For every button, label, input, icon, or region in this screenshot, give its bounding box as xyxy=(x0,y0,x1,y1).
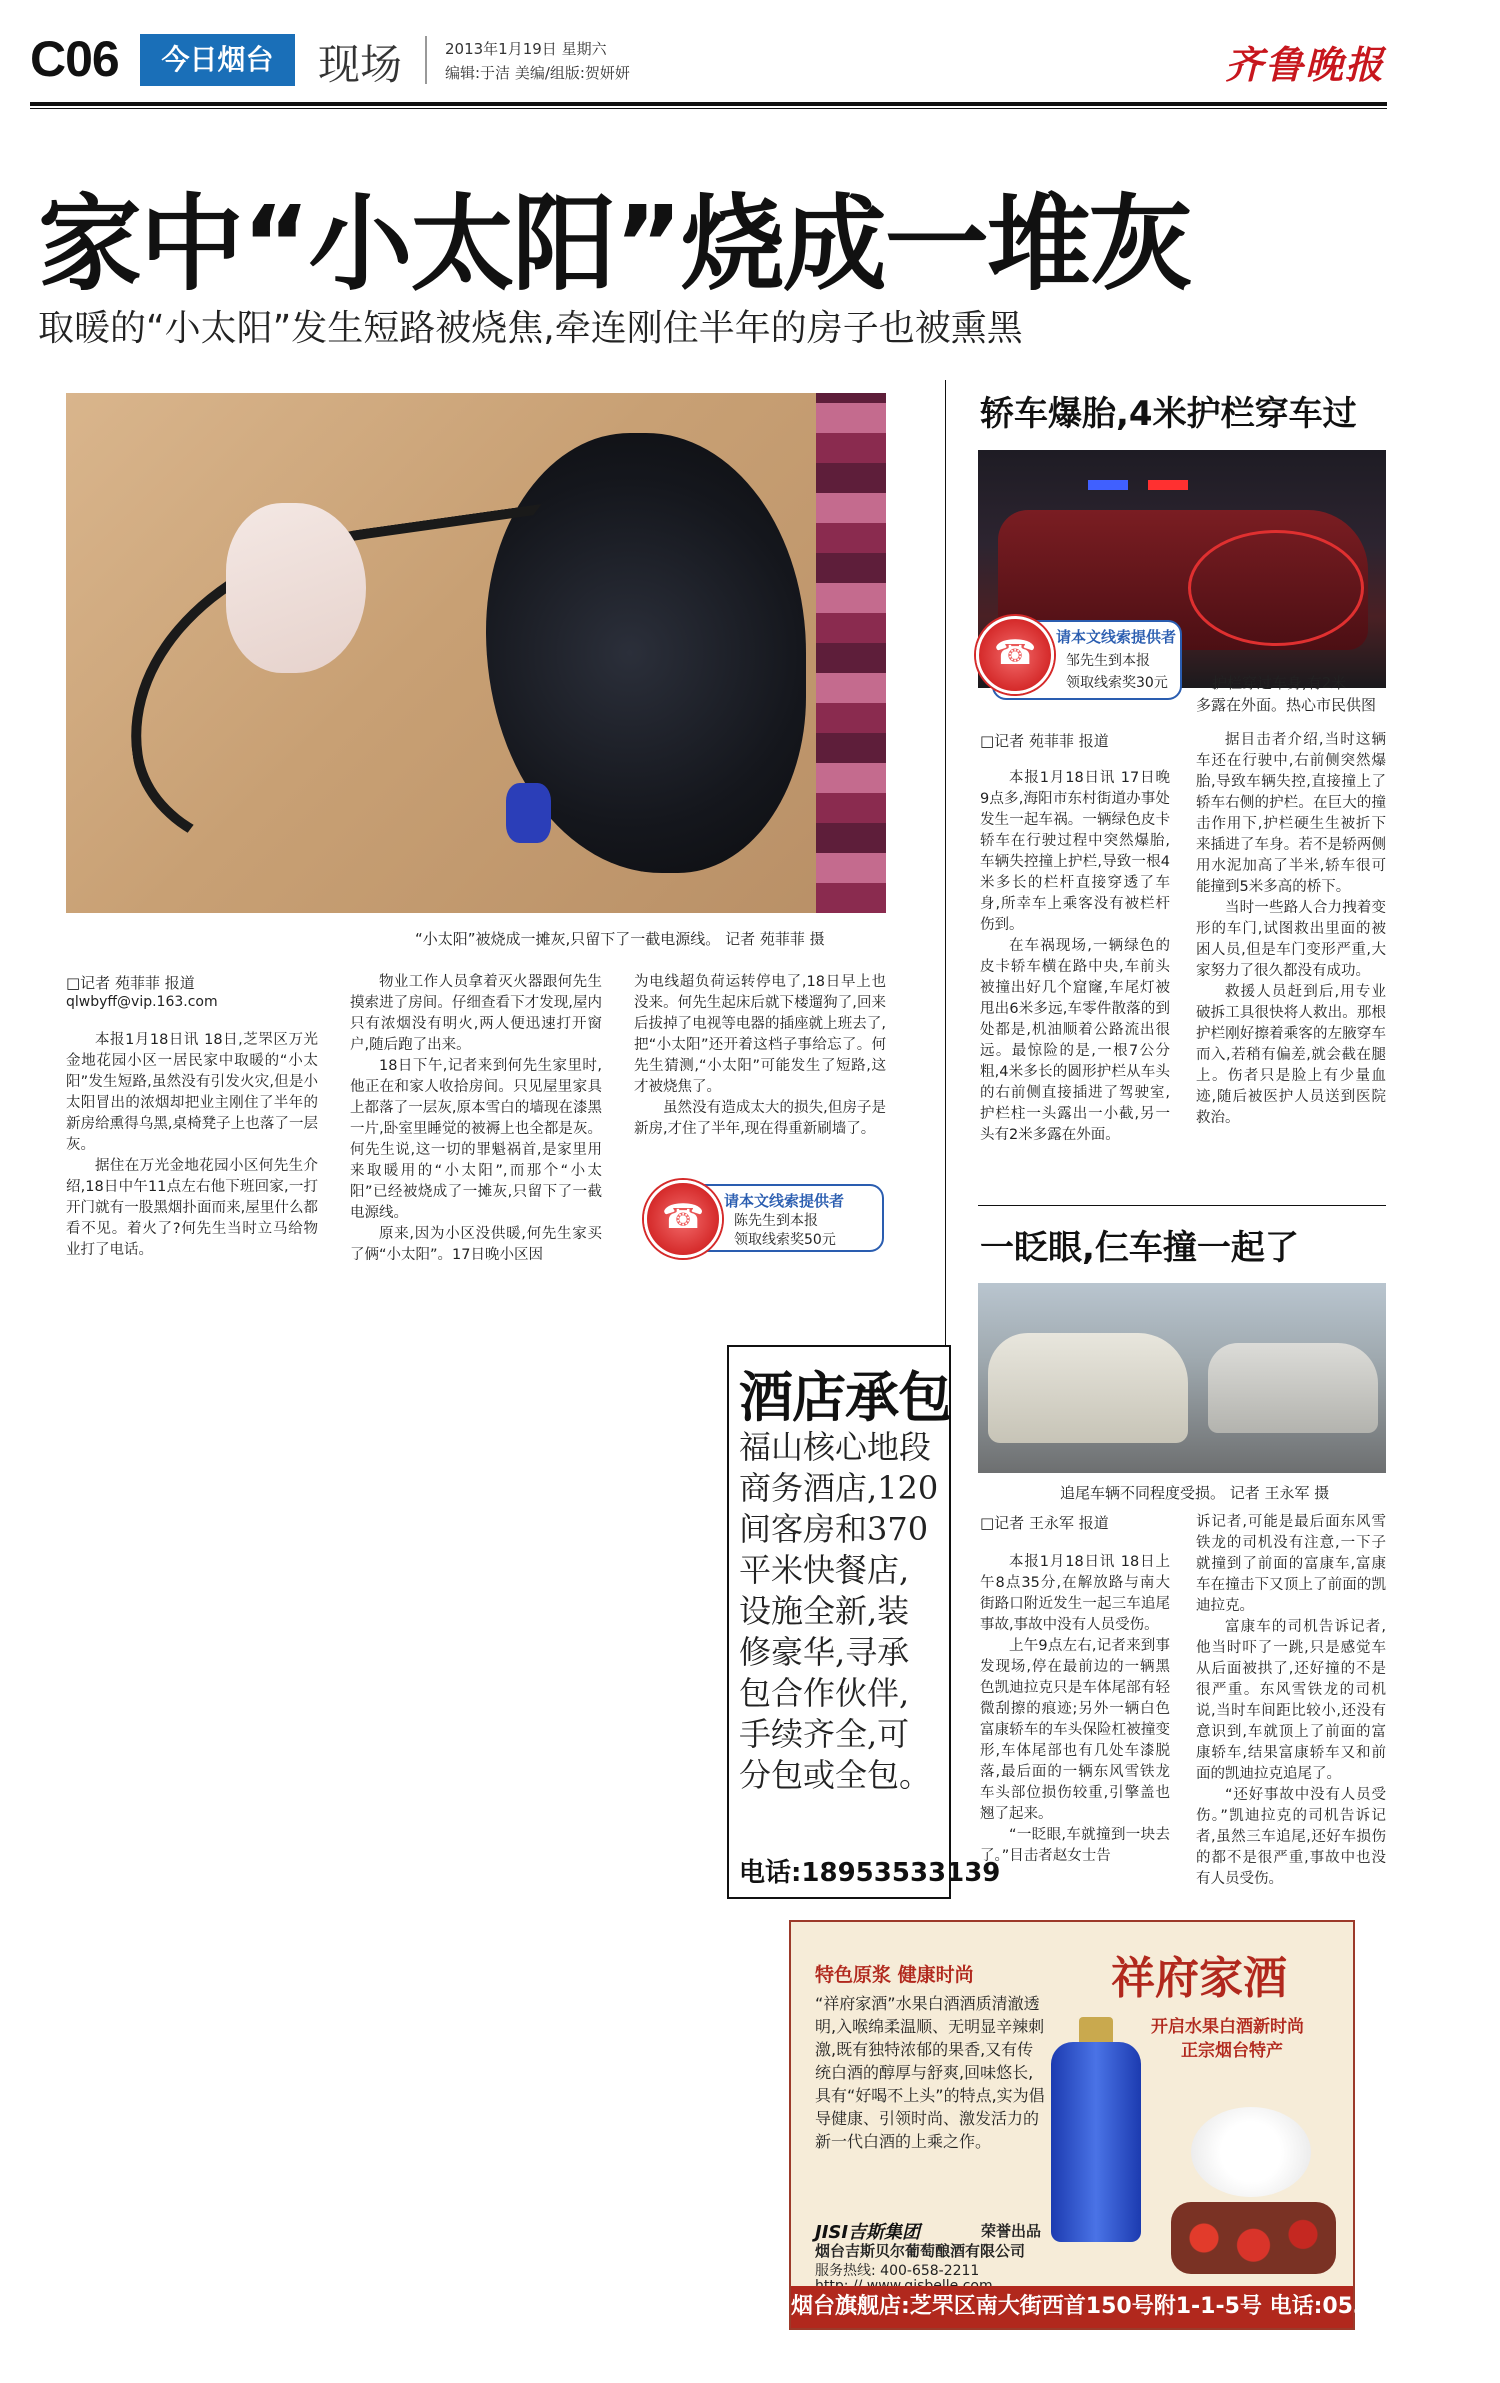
wine-slogan: 特色原浆 健康时尚 xyxy=(815,1964,974,1986)
lead-subhead: 取暖的“小太阳”发生短路被烧焦,牵连刚住半年的房子也被熏黑 xyxy=(38,308,1023,349)
wine-description: “祥府家酒”水果白酒酒质清澈透明,入喉绵柔温顺、无明显辛辣刺激,既有独特浓郁的果香,又有传统白酒的醇厚与舒爽,回味悠长,具有“好喝不上头”的特点,实为倡导健康、引领时尚、激发活力的新一代白酒的上乘之作。 xyxy=(815,1994,1045,2151)
lead-byline: □记者 苑菲菲 报道 xyxy=(66,974,195,992)
badge-title: 请本文线索提供者 xyxy=(1056,628,1177,646)
story2-reward-badge xyxy=(992,620,1182,700)
wine-tagline-2: 正宗烟台特产 xyxy=(1181,2041,1283,2061)
story2-photo-caption-2: 多露在外面。热心市民供图 xyxy=(1196,696,1377,714)
phone-icon: ☎ xyxy=(976,616,1054,694)
wine-bottle xyxy=(1051,2042,1141,2242)
editors: 编辑:于洁 美编/组版:贺妍妍 xyxy=(445,64,630,82)
story3-headline: 一眨眼,仨车撞一起了 xyxy=(980,1228,1299,1268)
story3-photo-caption: 追尾车辆不同程度受损。 记者 王永军 摄 xyxy=(1060,1484,1330,1502)
subsection-title: 现场 xyxy=(318,40,403,89)
wine-ad xyxy=(789,1920,1500,2330)
story3-col2: 诉记者,可能是最后面东风雪铁龙的司机没有注意,一下子就撞到了前面的富康车,富康车在撞击下又顶上了前面的凯迪拉克。 富康车的司机告诉记者,他当时吓了一跳,只是感觉车从后面被拱了,还好撞的不是很严重。东风雪铁龙的司机说,当时车间距比较小,还没有意识到,车就顶上了前面的富康轿车,结果富康轿车又和前面的凯迪拉克追尾了。 “还好事故中没有人员受伤。”凯迪拉克的司机告诉记者,虽然三车追尾,还好车损伤的都不是很严重,事故中也没有人员受伤。 xyxy=(1196,1514,1386,1887)
hotel-ad-title: 酒店承包 xyxy=(739,1366,951,1429)
honor-text: 荣誉出品 xyxy=(981,2222,1042,2240)
fabric-background xyxy=(816,393,886,913)
wine-store-address: 烟台旗舰店:芝罘区南大街西首150号附1-1-5号 电话:0535-6694999 xyxy=(791,2286,1353,2328)
story2-col1: 本报1月18日讯 17日晚9点多,海阳市东村街道办事处发生一起车祸。一辆绿色皮卡轿车在行驶过程中突然爆胎,车辆失控撞上护栏,导致一根4米多长的栏杆直接穿透了车身,所幸车上乘客没有被栏杆伤到。 在车祸现场,一辆绿色的皮卡轿车横在路中央,车前头被撞出好几个窟窿,车尾灯被甩出6米多远,车零件散落的到处都是,机油顺着公路流出很远。最惊险的是,一根7公分粗,4米多长的圆形护栏从车头的右前侧直接插进了驾驶室,护栏柱一头露出一小截,另一头有2米多露在外面。 xyxy=(980,770,1170,1143)
wine-tagline: 开启水果白酒新时尚 xyxy=(1151,2017,1304,2037)
lead-col1: 本报1月18日讯 18日,芝罘区万光金地花园小区一居民家中取暖的“小太阳”发生短路,虽然没有引发火灾,但是小太阳冒出的浓烟却把业主刚住了半年的新房给熏得乌黑,桌椅凳子上也落了一层灰。 据住在万光金地花园小区何先生介绍,18日中午11点左右他下班回家,一打开门就有一股黑烟扑面而来,屋里什么都看不见。着火了?何先生当时立马给物业打了电话。 xyxy=(66,1032,318,1258)
wine-hotline: 服务热线: 400-658-2211 xyxy=(815,2263,980,2279)
phone-icon: ☎ xyxy=(644,1180,722,1258)
story2-headline: 轿车爆胎,4米护栏穿车过 xyxy=(980,394,1357,434)
lead-col3: 为电线超负荷运转停电了,18日早上也没来。何先生起床后就下楼遛狗了,回来后拔掉了电视等电器的插座就上班去了,把“小太阳”还开着这档子事给忘了。何先生猜测,“小太阳”可能发生了短路,这才被烧焦了。 虽然没有造成太大的损失,但房子是新房,才住了半年,现在得重新刷墙了。 xyxy=(634,974,886,1137)
wine-brand: 祥府家酒 xyxy=(1111,1953,1287,2004)
page-number: C06 xyxy=(30,31,119,87)
story2-byline: □记者 苑菲菲 报道 xyxy=(980,732,1109,750)
story2-col2: 据目击者介绍,当时这辆车还在行驶中,右前侧突然爆胎,导致车辆失控,直接撞上了轿车右侧的护栏。在巨大的撞击作用下,护栏硬生生被折下来插进了车身。若不是轿两侧用水泥加高了半米,轿车很可能撞到5米多高的桥下。 当时一些路人合力拽着变形的车门,试图救出里面的被困人员,但是车门变形严重,大家努力了很久都没有成功。 救援人员赶到后,用专业破拆工具很快将人救出。那根护栏刚好擦着乘客的左腋穿车而入,若稍有偏差,就会截在腿上。伤者只是脸上有少量血迹,随后被医护人员送到医院救治。 xyxy=(1196,732,1386,1126)
lead-photo xyxy=(66,393,886,913)
issue-date: 2013年1月19日 星期六 xyxy=(445,40,607,58)
header-rule-thin xyxy=(30,108,1387,109)
badge-line: 领取线索奖50元 xyxy=(734,1232,836,1248)
hand xyxy=(226,503,366,673)
header-divider xyxy=(425,36,427,84)
header-rule xyxy=(30,102,1387,106)
wine-company: 烟台吉斯贝尔葡萄酿酒有限公司 xyxy=(815,2242,1026,2260)
blue-fragment xyxy=(506,783,551,843)
badge-line: 陈先生到本报 xyxy=(734,1213,818,1229)
jisi-logo: JISI吉斯集团 xyxy=(815,2222,921,2243)
wine-cup xyxy=(1191,2107,1311,2197)
hotel-ad-phone: 电话:18953533139 xyxy=(739,1858,1001,1888)
lead-email: qlwbyff@vip.163.com xyxy=(66,994,218,1010)
hotel-ad xyxy=(727,1345,1001,1899)
story-divider xyxy=(978,1205,1386,1206)
story3-byline: □记者 王永军 报道 xyxy=(980,1514,1109,1532)
section-tag: 今日烟台 xyxy=(140,34,295,86)
story3-photo xyxy=(978,1283,1386,1473)
badge-line: 领取线索奖30元 xyxy=(1066,675,1168,691)
badge-title: 请本文线索提供者 xyxy=(724,1192,845,1210)
lead-headline: 家中“小太阳”烧成一堆灰 xyxy=(38,183,1191,305)
car xyxy=(988,1333,1188,1443)
lead-reward-badge xyxy=(660,1184,884,1252)
highlight-circle xyxy=(1188,530,1364,646)
masthead-logo: 齐鲁晚报 xyxy=(1225,42,1386,87)
hotel-ad-text: 福山核心地段商务酒店,120间客房和370平米快餐店,设施全新,装修豪华,寻承包合作伙伴,手续齐全,可分包或全包。 xyxy=(739,1428,939,1794)
fruit-image xyxy=(1171,2202,1336,2274)
lead-col2: 物业工作人员拿着灭火器跟何先生摸索进了房间。仔细查看下才发现,屋内只有浓烟没有明火,两人便迅速打开窗户,随后跑了出来。 18日下午,记者来到何先生家里时,他正在和家人收拾房间。只见屋里家具上都落了一层灰,原本雪白的墙现在漆黑一片,卧室里睡觉的被褥上也全都是灰。何先生说,这一切的罪魁祸首,是家里用来取暖用的“小太阳”,而那个“小太阳”已经被烧成了一摊灰,只留下了一截电源线。 原来,因为小区没供暖,何先生家买了俩“小太阳”。17日晚小区因 xyxy=(350,974,602,1263)
badge-line: 邹先生到本报 xyxy=(1066,653,1150,669)
story3-col1: 本报1月18日讯 18日上午8点35分,在解放路与南大街路口附近发生一起三车追尾事故,事故中没有人员受伤。 上午9点左右,记者来到事发现场,停在最前边的一辆黑色凯迪拉克只是车体尾部有轻微刮擦的痕迹;另外一辆白色富康轿车的车头保险杠被撞变形,车体尾部也有几处车漆脱落,最后面的一辆东风雪铁龙车头部位损伤较重,引擎盖也翘了起来。 “一眨眼,车就撞到一块去了。”目击者赵女士告 xyxy=(980,1554,1170,1864)
story2-photo-caption: 护栏穿过车身,有2米 xyxy=(1212,674,1347,692)
lead-photo-caption: “小太阳”被烧成一摊灰,只留下了一截电源线。 记者 苑菲菲 摄 xyxy=(415,930,825,948)
car xyxy=(1208,1343,1378,1433)
police-lights xyxy=(1088,480,1128,490)
